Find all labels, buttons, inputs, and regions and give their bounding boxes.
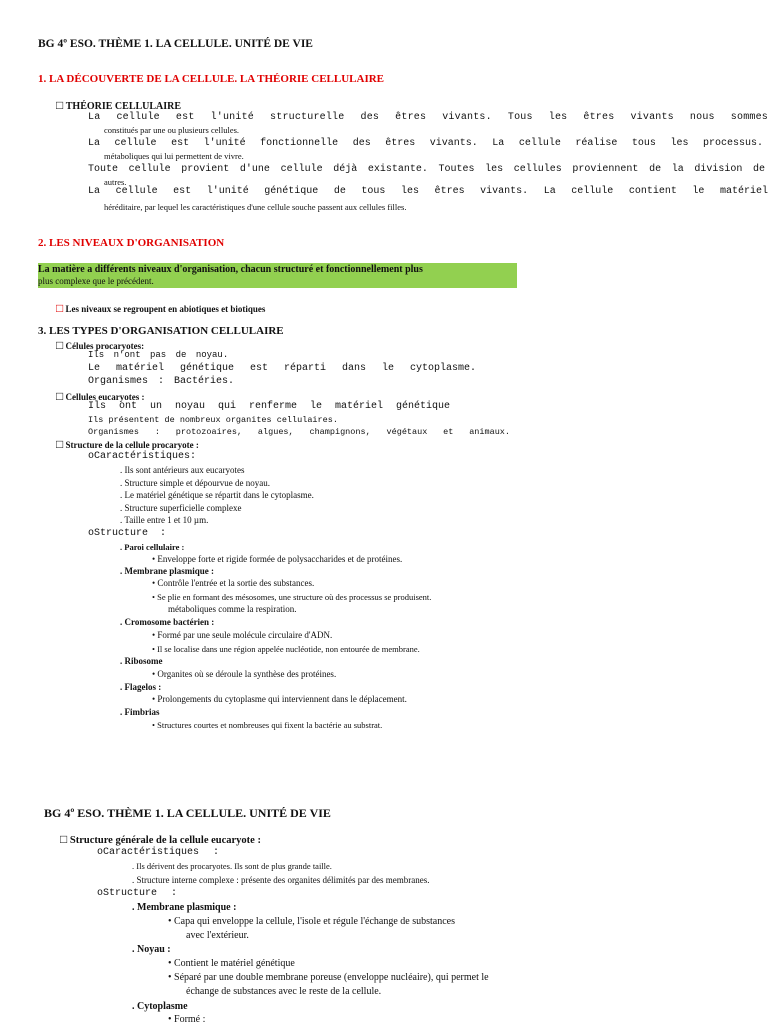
theorie-cellulaire-item — [56, 99, 181, 112]
eucaryote-structure-item — [60, 833, 261, 846]
section-1-heading: 1. LA DÉCOUVERTE DE LA CELLULE. LA THÉORIE CELLULAIRE — [38, 73, 385, 85]
membrane-label: . Membrane plasmique : — [120, 566, 214, 576]
eucaryote-cytoplasme-label: . Cytoplasme — [132, 1001, 188, 1012]
section-3-heading: 3. LES TYPES D'ORGANISATION CELLULAIRE — [38, 325, 284, 337]
membrane-line-1: • Contrôle l'entrée et la sortie des substances. — [152, 578, 315, 588]
section-2-heading: 2. LES NIVEAUX D'ORGANISATION — [38, 237, 225, 249]
fimbrias-line-1: • Structures courtes et nombreuses qui fixent la bactérie au substrat. — [152, 720, 383, 730]
definition-highlight — [38, 263, 517, 288]
flagelos-line-1: • Prolongements du cytoplasme qui interviennent dans le déplacement. — [152, 694, 407, 704]
carac-line-2: . Structure simple et dépourvue de noyau. — [120, 478, 270, 488]
carac-line-3: . Le matériel génétique se répartit dans le cytoplasme. — [120, 490, 314, 500]
fimbrias-label: . Fimbrias — [120, 707, 160, 717]
eucaryote-membrane-line-1: • Capa qui enveloppe la cellule, l'isole et régule l'échange de substances — [168, 916, 455, 927]
eucaryote-structure-sublabel: oStructure : — [97, 888, 178, 899]
eucaryote-structure-label: Structure générale de la cellule eucaryote : — [69, 835, 261, 846]
red-box-icon: □ — [56, 301, 64, 315]
cromosome-line-1: • Formé par une seule molécule circulaire d'ADN. — [152, 630, 333, 640]
empty-box-icon: □ — [56, 437, 64, 451]
theory-line-3-cont: autres. — [104, 177, 127, 187]
subheading: THÉORIE CELLULAIRE — [65, 101, 182, 112]
procaryotes-label: Célules procaryotes: — [65, 341, 145, 351]
structure-procaryote-item — [56, 438, 199, 450]
theory-line-2-cont: métaboliques qui lui permettent de vivre. — [104, 151, 244, 161]
carac-line-4: . Structure superficielle complexe — [120, 503, 242, 513]
membrane-line-2: • Se plie en formant des mésosomes, une structure où des processus se produisent. — [152, 592, 432, 602]
empty-box-icon: □ — [56, 338, 64, 352]
levels-note — [56, 302, 265, 314]
eucaryotes-line-3: Organismes : protozoaires, algues, champignons, végétaux et animaux. — [88, 427, 510, 437]
ribosome-label: . Ribosome — [120, 656, 163, 666]
page-title: BG 4º ESO. THÈME 1. LA CELLULE. UNITÉ DE VIE — [38, 38, 313, 50]
cromosome-label: . Cromosome bactérien : — [120, 617, 215, 627]
theory-line-4: La cellule est l'unité génétique de tous les êtres vivants. La cellule contient le matériel — [88, 186, 768, 197]
procaryotes-line-1: Ils n'ont pas de noyau. — [88, 350, 229, 360]
highlight-line-1: La matière a différents niveaux d'organisation, chacun structuré et fonctionnellement plus — [38, 264, 423, 275]
eucaryote-cytoplasme-line-1: • Formé : — [168, 1014, 206, 1025]
theory-line-1: La cellule est l'unité structurelle des êtres vivants. Tous les êtres vivants nous sommes — [88, 112, 768, 123]
paroi-label: . Paroi cellulaire : — [120, 542, 185, 552]
caracteristiques-label: oCaractéristiques: — [88, 451, 197, 462]
membrane-line-2-cont: métaboliques comme la respiration. — [168, 604, 297, 614]
levels-note-text: Les niveaux se regroupent en abiotiques et biotiques — [65, 304, 266, 314]
eucaryote-noyau-line-2-cont: échange de substances avec le reste de la cellule. — [186, 986, 382, 997]
highlight-line-2: plus complexe que le précédent. — [38, 276, 154, 286]
flagelos-label: . Flagelos : — [120, 682, 162, 692]
eucaryote-carac-line-1: . Ils dérivent des procaryotes. Ils sont de plus grande taille. — [132, 861, 332, 871]
carac-line-1: . Ils sont antérieurs aux eucaryotes — [120, 465, 245, 475]
eucaryote-carac-line-2: . Structure interne complexe : présente des organites délimités par des membranes. — [132, 875, 430, 885]
empty-box-icon: □ — [60, 832, 68, 846]
eucaryotes-label: Cellules eucaryotes : — [65, 392, 145, 402]
eucaryote-noyau-line-2: • Séparé par une double membrane poreuse (enveloppe nucléaire), qui permet le — [168, 972, 489, 983]
eucaryote-noyau-label: . Noyau : — [132, 944, 171, 955]
page-2-title: BG 4º ESO. THÈME 1. LA CELLULE. UNITÉ DE VIE — [44, 806, 331, 820]
ribosome-line-1: • Organites où se déroule la synthèse des protéines. — [152, 669, 337, 679]
theory-line-4-cont: héréditaire, par lequel les caractéristiques d'une cellule souche passent aux cellules filles. — [104, 202, 407, 212]
theory-line-1-cont: constitués par une ou plusieurs cellules. — [104, 125, 240, 135]
procaryotes-line-3: Organismes : Bactéries. — [88, 376, 235, 387]
structure-procaryote-label: Structure de la cellule procaryote : — [65, 440, 199, 450]
theory-line-2: La cellule est l'unité fonctionnelle des êtres vivants. La cellule réalise tous les processus. — [88, 138, 763, 149]
procaryotes-line-2: Le matériel génétique est réparti dans le cytoplasme. — [88, 363, 477, 374]
structure-label: oStructure : — [88, 528, 167, 539]
eucaryote-noyau-line-1: • Contient le matériel génétique — [168, 958, 295, 969]
carac-line-5: . Taille entre 1 et 10 µm. — [120, 515, 209, 525]
cromosome-line-2: • Il se localise dans une région appelée nucléotide, non entourée de membrane. — [152, 644, 420, 654]
eucaryote-membrane-label: . Membrane plasmique : — [132, 902, 237, 913]
empty-box-icon: □ — [56, 98, 64, 112]
theory-line-3: Toute cellule provient d'une cellule déjà existante. Toutes les cellules proviennent de la division de — [88, 164, 765, 175]
eucaryote-carac-label: oCaractéristiques : — [97, 847, 220, 858]
paroi-line-1: • Enveloppe forte et rigide formée de polysaccharides et de protéines. — [152, 554, 403, 564]
eucaryotes-line-1: Ils ont un noyau qui renferme le matériel génétique — [88, 401, 451, 412]
eucaryote-membrane-line-1-cont: avec l'extérieur. — [186, 930, 249, 941]
eucaryotes-line-2: Ils présentent de nombreux organites cellulaires. — [88, 415, 338, 425]
empty-box-icon: □ — [56, 389, 64, 403]
